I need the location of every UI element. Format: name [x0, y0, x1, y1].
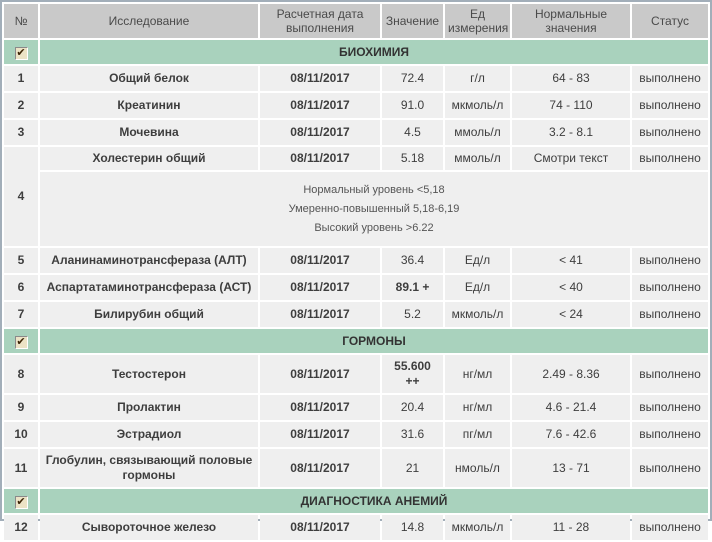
cell-date: 08/11/2017 [260, 422, 380, 447]
section-checkbox[interactable] [15, 336, 28, 349]
cell-norm: 4.6 - 21.4 [512, 395, 630, 420]
cell-num: 2 [4, 93, 38, 118]
cell-norm: 7.6 - 42.6 [512, 422, 630, 447]
cell-value: 91.0 [382, 93, 443, 118]
col-header-test: Исследование [40, 4, 258, 38]
section-checkbox-cell [4, 489, 38, 513]
cell-norm: < 41 [512, 248, 630, 273]
cell-num: 6 [4, 275, 38, 300]
cell-unit: нг/мл [445, 355, 510, 393]
cell-norm: < 24 [512, 302, 630, 327]
cell-num: 3 [4, 120, 38, 145]
col-header-value: Значение [382, 4, 443, 38]
cell-status: выполнено [632, 449, 708, 487]
cell-test-name: Глобулин, связывающий половые гормоны [40, 449, 258, 487]
cell-value: 21 [382, 449, 443, 487]
col-header-num: № [4, 4, 38, 38]
table-row [4, 147, 708, 170]
cell-value: 55.600 ++ [382, 355, 443, 393]
note-line: Нормальный уровень <5,18 [303, 183, 445, 196]
section-title: ГОРМОНЫ [40, 329, 708, 353]
cell-num: 8 [4, 355, 38, 393]
cell-status: выполнено [632, 355, 708, 393]
cell-value: 89.1 + [382, 275, 443, 300]
cell-norm: 3.2 - 8.1 [512, 120, 630, 145]
table-row [4, 355, 708, 393]
cell-date: 08/11/2017 [260, 248, 380, 273]
note-line: Умеренно-повышенный 5,18-6,19 [288, 202, 460, 215]
table-row [4, 302, 708, 327]
table-row [4, 120, 708, 145]
cell-test-name: Пролактин [40, 395, 258, 420]
cell-num: 10 [4, 422, 38, 447]
section-checkbox-cell [4, 329, 38, 353]
check-icon: ✔ [16, 495, 26, 508]
cell-status: выполнено [632, 248, 708, 273]
section-row [4, 489, 708, 513]
cell-num: 12 [4, 515, 38, 540]
cell-unit: ммоль/л [445, 120, 510, 145]
cell-value: 14.8 [382, 515, 443, 540]
table-row [4, 449, 708, 487]
note-line: Высокий уровень >6.22 [314, 221, 434, 234]
cell-num: 11 [4, 449, 38, 487]
cell-date: 08/11/2017 [260, 120, 380, 145]
cell-unit: Ед/л [445, 248, 510, 273]
cell-num: 4 [4, 147, 38, 246]
note-row [4, 172, 708, 246]
cell-status: выполнено [632, 302, 708, 327]
cell-test-name: Общий белок [40, 66, 258, 91]
cell-test-name: Аспартатаминотрансфераза (АСТ) [40, 275, 258, 300]
table-row [4, 515, 708, 540]
header-row [4, 4, 708, 38]
table-row [4, 66, 708, 91]
cell-norm: < 40 [512, 275, 630, 300]
cell-status: выполнено [632, 275, 708, 300]
section-row [4, 329, 708, 353]
cell-unit: ммоль/л [445, 147, 510, 170]
cell-norm: 13 - 71 [512, 449, 630, 487]
cell-unit: нг/мл [445, 395, 510, 420]
cell-unit: нмоль/л [445, 449, 510, 487]
section-checkbox[interactable] [15, 47, 28, 60]
cell-num: 5 [4, 248, 38, 273]
cell-test-name: Мочевина [40, 120, 258, 145]
col-header-unit: Ед измерения [445, 4, 510, 38]
table-row [4, 248, 708, 273]
cell-num: 7 [4, 302, 38, 327]
cell-unit: мкмоль/л [445, 515, 510, 540]
table-row [4, 275, 708, 300]
cell-test-name: Эстрадиол [40, 422, 258, 447]
cell-value: 31.6 [382, 422, 443, 447]
section-row [4, 40, 708, 64]
check-icon: ✔ [16, 46, 26, 59]
lab-results-table [2, 2, 710, 542]
cell-norm: 64 - 83 [512, 66, 630, 91]
cell-unit: пг/мл [445, 422, 510, 447]
cell-status: выполнено [632, 93, 708, 118]
col-header-norm: Нормальные значения [512, 4, 630, 38]
cell-value: 36.4 [382, 248, 443, 273]
cell-value: 72.4 [382, 66, 443, 91]
cell-date: 08/11/2017 [260, 302, 380, 327]
cell-norm: 74 - 110 [512, 93, 630, 118]
cell-value: 20.4 [382, 395, 443, 420]
cell-date: 08/11/2017 [260, 275, 380, 300]
cell-num: 9 [4, 395, 38, 420]
cell-status: выполнено [632, 120, 708, 145]
cell-unit: мкмоль/л [445, 302, 510, 327]
cell-unit: Ед/л [445, 275, 510, 300]
cell-status: выполнено [632, 147, 708, 170]
section-checkbox-cell [4, 40, 38, 64]
cell-date: 08/11/2017 [260, 449, 380, 487]
cell-date: 08/11/2017 [260, 147, 380, 170]
cell-num: 1 [4, 66, 38, 91]
cell-date: 08/11/2017 [260, 93, 380, 118]
table-row [4, 93, 708, 118]
check-icon: ✔ [16, 335, 26, 348]
cell-status: выполнено [632, 422, 708, 447]
cell-date: 08/11/2017 [260, 515, 380, 540]
cell-norm: 2.49 - 8.36 [512, 355, 630, 393]
section-title: БИОХИМИЯ [40, 40, 708, 64]
cell-value: 5.2 [382, 302, 443, 327]
cell-date: 08/11/2017 [260, 395, 380, 420]
cell-value: 4.5 [382, 120, 443, 145]
cell-unit: г/л [445, 66, 510, 91]
cell-note [40, 172, 708, 246]
cell-value: 5.18 [382, 147, 443, 170]
col-header-status: Статус [632, 4, 708, 38]
cell-norm: 11 - 28 [512, 515, 630, 540]
cell-status: выполнено [632, 515, 708, 540]
table-row [4, 422, 708, 447]
cell-test-name: Креатинин [40, 93, 258, 118]
col-header-date: Расчетная дата выполнения [260, 4, 380, 38]
cell-status: выполнено [632, 66, 708, 91]
cell-test-name: Сывороточное железо [40, 515, 258, 540]
cell-test-name: Аланинаминотрансфераза (АЛТ) [40, 248, 258, 273]
cell-status: выполнено [632, 395, 708, 420]
section-title: ДИАГНОСТИКА АНЕМИЙ [40, 489, 708, 513]
section-checkbox[interactable] [15, 496, 28, 509]
cell-norm: Смотри текст [512, 147, 630, 170]
cell-test-name: Тестостерон [40, 355, 258, 393]
cell-test-name: Холестерин общий [40, 147, 258, 170]
table-row [4, 395, 708, 420]
cell-date: 08/11/2017 [260, 355, 380, 393]
cell-date: 08/11/2017 [260, 66, 380, 91]
cell-test-name: Билирубин общий [40, 302, 258, 327]
cell-unit: мкмоль/л [445, 93, 510, 118]
